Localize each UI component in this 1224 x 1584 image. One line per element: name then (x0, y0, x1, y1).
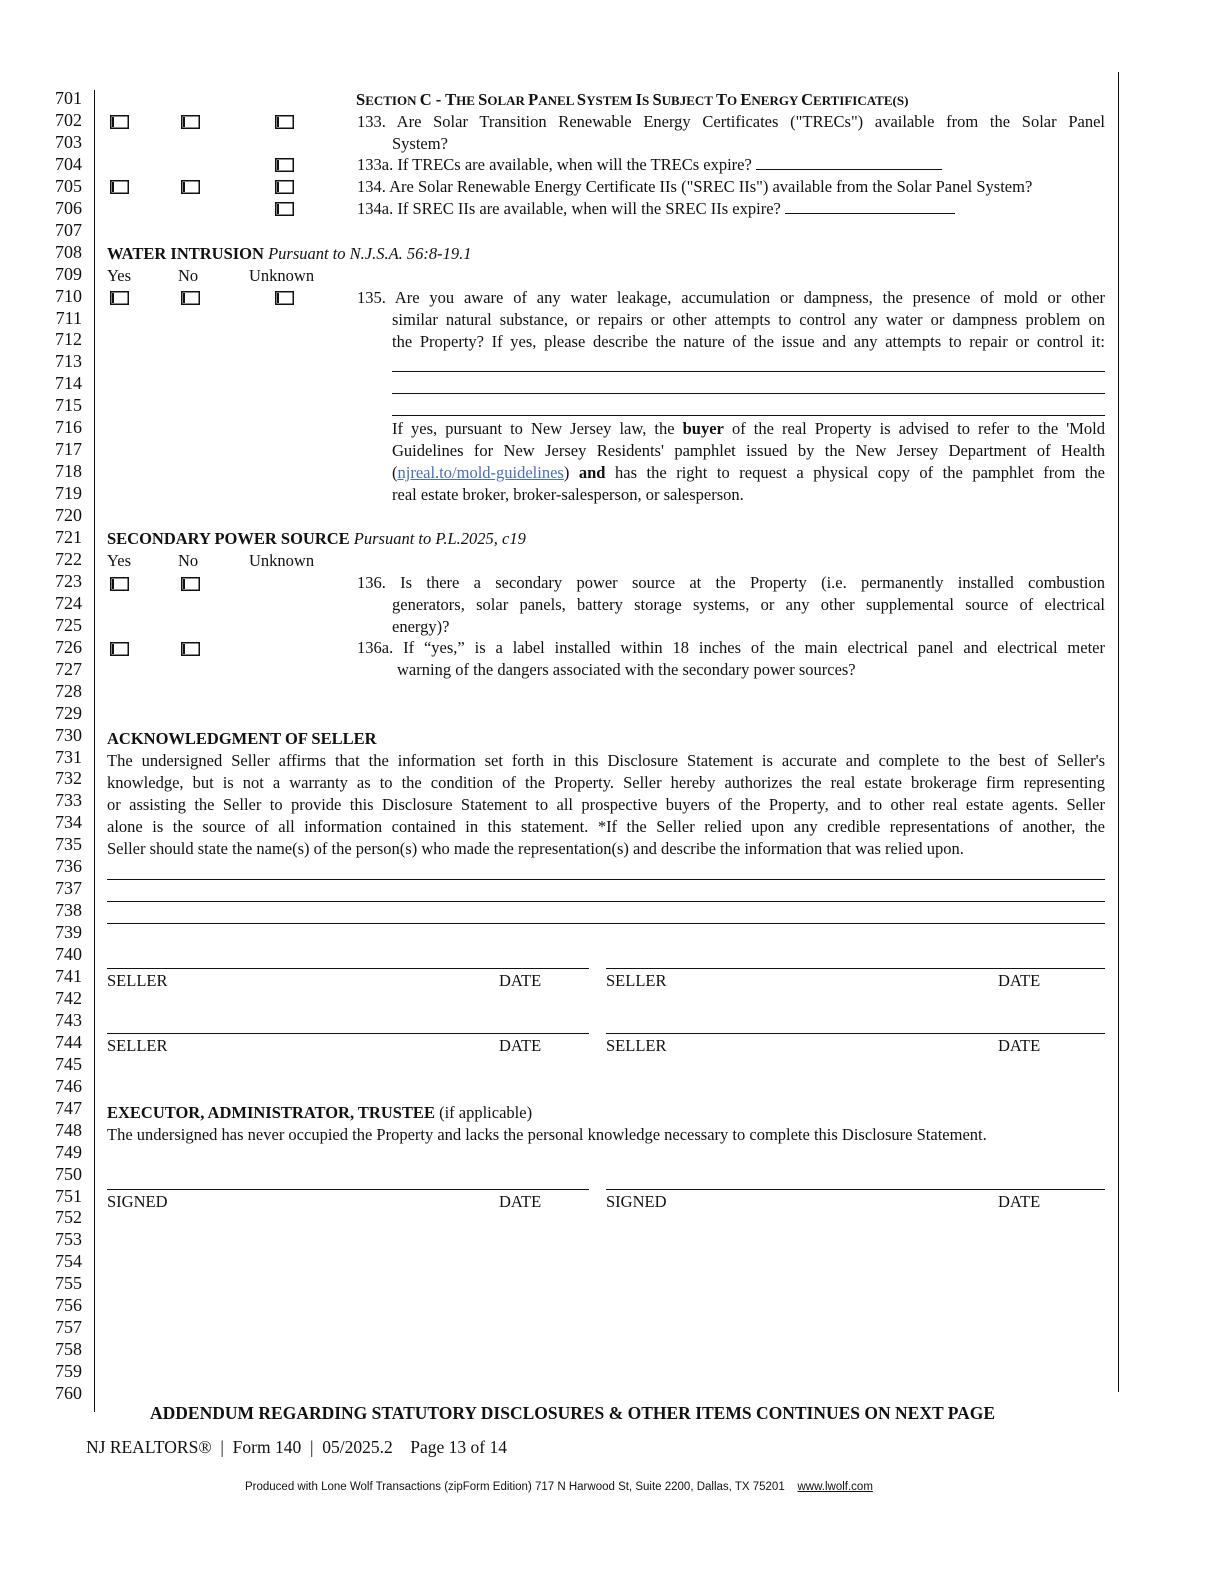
heading-part: C (801, 90, 814, 109)
produced-text: Produced with Lone Wolf Transactions (zipForm Edition) 717 N Harwood St, Suite 2200, Dallas, TX 75201 (245, 1481, 785, 1493)
seller-1-signature-line[interactable] (107, 968, 589, 969)
power-col-yes: Yes (107, 551, 132, 570)
q136a-yes-checkbox[interactable] (110, 642, 129, 656)
paren-close: ) (563, 463, 570, 482)
water-col-no: No (178, 266, 199, 285)
section-c-heading (356, 89, 908, 112)
heading-part: HE (456, 93, 479, 108)
q135-answer-line-2[interactable] (392, 393, 1105, 394)
q136-line2: generators, solar panels, battery storage systems, or any other supplemental source of electrical (392, 595, 1105, 614)
line-number: 706 (55, 197, 82, 218)
executor-title: EXECUTOR, ADMINISTRATOR, TRUSTEE (107, 1103, 435, 1122)
q133-line2: System? (392, 134, 448, 153)
line-number: 750 (55, 1163, 82, 1184)
line-number: 729 (55, 702, 82, 723)
heading-part: ERTIFICATE(S) (813, 93, 909, 108)
q135-line1: 135. Are you aware of any water leakage, accumulation or dampness, the presence of mold or other (357, 288, 1105, 307)
heading-part: UBJECT (661, 93, 716, 108)
water-col-unknown: Unknown (249, 266, 315, 285)
line-number: 735 (55, 834, 82, 855)
seller-3-date-label: DATE (499, 1036, 542, 1055)
form-footer (86, 1437, 507, 1458)
q136-no-checkbox[interactable] (181, 577, 200, 591)
footer-sep-2: | (309, 1437, 314, 1457)
q134a-question (357, 198, 955, 220)
seller-1-label: SELLER (107, 971, 168, 990)
line-number: 702 (55, 109, 82, 130)
q136-line1: 136. Is there a secondary power source at the Property (i.e. permanently installed combustion (357, 573, 1105, 592)
q133-yes-checkbox[interactable] (110, 115, 129, 129)
q135-no-checkbox[interactable] (181, 291, 200, 305)
q135-line3: the Property? If yes, please describe the nature of the issue and any attempts to repair or control it: (392, 332, 1105, 351)
executor-heading (107, 1102, 532, 1124)
line-number: 718 (55, 461, 82, 482)
heading-part: YSTEM (586, 93, 636, 108)
line-number: 747 (55, 1097, 82, 1118)
q136-yes-checkbox[interactable] (110, 577, 129, 591)
line-number: 723 (55, 570, 82, 591)
power-title: SECONDARY POWER SOURCE (107, 529, 350, 548)
line-number: 734 (55, 812, 82, 833)
signed-2-signature-line[interactable] (606, 1189, 1105, 1190)
line-number: 710 (55, 285, 82, 306)
line-number: 722 (55, 548, 82, 569)
q133a-question (357, 154, 942, 176)
produced-with-line (245, 1481, 873, 1493)
heading-part: OLAR (487, 93, 529, 108)
seller-2-signature-line[interactable] (606, 968, 1105, 969)
q135-line2: similar natural substance, or repairs or other attempts to control any water or dampness problem on (392, 310, 1105, 329)
representation-line-2[interactable] (107, 901, 1105, 902)
executor-note: (if applicable) (439, 1103, 533, 1122)
signed-1-label: SIGNED (107, 1192, 168, 1211)
right-margin-rule (1118, 72, 1119, 1392)
line-number: 753 (55, 1229, 82, 1250)
footer-form: Form 140 (232, 1437, 302, 1457)
heading-part: S (642, 93, 653, 108)
line-number: 711 (55, 307, 82, 328)
footer-org: NJ REALTORS® (86, 1437, 212, 1457)
line-number: 719 (55, 483, 82, 504)
heading-part: S (576, 90, 587, 109)
mold-note-line3 (392, 462, 1105, 484)
line-number: 748 (55, 1119, 82, 1140)
line-number: 759 (55, 1361, 82, 1382)
q134a-unknown-checkbox[interactable] (275, 202, 294, 216)
signed-2-date-label: DATE (998, 1192, 1041, 1211)
representation-line-3[interactable] (107, 923, 1105, 924)
mold-guidelines-link[interactable]: njreal.to/mold-guidelines (397, 463, 564, 482)
q135-answer-line-3[interactable] (392, 415, 1105, 416)
line-number: 742 (55, 987, 82, 1008)
q134-question: 134. Are Solar Renewable Energy Certificate IIs ("SREC IIs") available from the Solar Panel System? (357, 177, 1033, 196)
line-number: 712 (55, 329, 82, 350)
line-number: 709 (55, 263, 82, 284)
power-col-no: No (178, 551, 199, 570)
heading-part: O (727, 93, 741, 108)
signed-2-label: SIGNED (606, 1192, 667, 1211)
mold-note-line1 (392, 418, 1105, 440)
water-intrusion-heading (107, 243, 472, 265)
seller-2-date-label: DATE (998, 971, 1041, 990)
heading-part: E (740, 90, 752, 109)
line-number: 737 (55, 878, 82, 899)
line-number: 727 (55, 658, 82, 679)
line-number: 725 (55, 614, 82, 635)
signed-1-signature-line[interactable] (107, 1189, 589, 1190)
ack-heading: ACKNOWLEDGMENT OF SELLER (107, 729, 377, 748)
line-number: 707 (55, 219, 82, 240)
continues-notice: ADDENDUM REGARDING STATUTORY DISCLOSURES & OTHER ITEMS CONTINUES ON NEXT PAGE (150, 1403, 996, 1423)
footer-sep-1: | (220, 1437, 224, 1457)
line-number: 728 (55, 680, 82, 701)
heading-part: P (528, 90, 539, 109)
representation-line-1[interactable] (107, 879, 1105, 880)
seller-4-label: SELLER (606, 1036, 667, 1055)
heading-part: S (356, 90, 366, 109)
heading-part: S (478, 90, 488, 109)
power-statute: Pursuant to P.L.2025, c19 (353, 529, 526, 548)
water-col-yes: Yes (107, 266, 132, 285)
heading-part: T (715, 90, 727, 109)
power-heading (107, 528, 526, 550)
left-margin-rule (94, 90, 95, 1412)
mold-note-buyer: buyer (682, 419, 724, 438)
line-number: 743 (55, 1009, 82, 1030)
ack-line4: alone is the source of all information contained in this statement. *If the Seller relied upon any credible representations of another, the (107, 817, 1105, 836)
line-number: 716 (55, 417, 82, 438)
line-number: 754 (55, 1251, 82, 1272)
q133a-answer-field[interactable] (756, 155, 942, 170)
line-number: 744 (55, 1031, 82, 1052)
water-statute: Pursuant to N.J.S.A. 56:8-19.1 (268, 244, 472, 263)
ack-line3: or assisting the Seller to provide this Disclosure Statement to all prospective buyers of the Property, and to other real estate agents. Seller (107, 795, 1105, 814)
water-title: WATER INTRUSION (107, 244, 264, 263)
mold-note-rest: has the right to request a physical copy of the pamphlet from the (615, 463, 1106, 482)
footer-version: 05/2025.2 (322, 1437, 393, 1457)
line-number: 736 (55, 856, 82, 877)
heading-part: I (635, 90, 642, 109)
q135-answer-line-1[interactable] (392, 371, 1105, 372)
line-number: 746 (55, 1075, 82, 1096)
heading-part: ANEL (538, 93, 577, 108)
q134-yes-checkbox[interactable] (110, 180, 129, 194)
line-number: 717 (55, 439, 82, 460)
q133a-text: 133a. If TRECs are available, when will the TRECs expire? (357, 155, 752, 174)
lwolf-link[interactable]: www.lwolf.com (797, 1481, 873, 1493)
line-number: 732 (55, 768, 82, 789)
seller-1-date-label: DATE (499, 971, 542, 990)
q135-yes-checkbox[interactable] (110, 291, 129, 305)
line-number: 726 (55, 636, 82, 657)
mold-note-line4: real estate broker, broker-salesperson, or salesperson. (392, 485, 744, 504)
q134-unknown-checkbox[interactable] (275, 180, 294, 194)
line-number: 713 (55, 351, 82, 372)
line-number: 758 (55, 1339, 82, 1360)
power-col-unknown: Unknown (249, 551, 315, 570)
q133a-unknown-checkbox[interactable] (275, 158, 294, 172)
q133-no-checkbox[interactable] (181, 115, 200, 129)
line-number: 701 (55, 88, 82, 108)
seller-3-signature-line[interactable] (107, 1033, 589, 1034)
heading-part: S (652, 90, 662, 109)
line-number: 715 (55, 395, 82, 416)
executor-line1: The undersigned has never occupied the Property and lacks the personal knowledge necessary to complete this Disclosure Statement. (107, 1125, 987, 1144)
line-number: 756 (55, 1295, 82, 1316)
seller-2-label: SELLER (606, 971, 667, 990)
paren-open: ( (392, 463, 398, 482)
line-number: 733 (55, 790, 82, 811)
line-number: 714 (55, 373, 82, 394)
ack-line2: knowledge, but is not a warranty as to the condition of the Property. Seller hereby authorizes the real estate brokerage firm representing (107, 773, 1105, 792)
mold-note-and: and (578, 463, 606, 482)
footer-page: Page 13 of 14 (410, 1437, 507, 1457)
heading-part: NERGY (751, 93, 802, 108)
line-number: 730 (55, 724, 82, 745)
line-number: 724 (55, 592, 82, 613)
line-number: 738 (55, 900, 82, 921)
mold-note-text-c: of the real Property is advised to refer to the 'Mold (731, 419, 1106, 438)
line-number: 757 (55, 1317, 82, 1338)
line-number: 741 (55, 966, 82, 986)
q136-line3: energy)? (392, 617, 450, 636)
q133-unknown-checkbox[interactable] (275, 115, 294, 129)
ack-line5: Seller should state the name(s) of the person(s) who made the representation(s) and describe the information that was relied upon. (107, 839, 964, 858)
line-number: 739 (55, 922, 82, 943)
line-number: 703 (55, 131, 82, 152)
q133-line1: 133. Are Solar Transition Renewable Energy Certificates ("TRECs") available from the Solar Panel (357, 112, 1105, 131)
line-number: 751 (55, 1185, 82, 1206)
line-number: 740 (55, 944, 82, 965)
line-number: 704 (55, 153, 82, 174)
q136a-line2: warning of the dangers associated with the secondary power sources? (397, 660, 856, 679)
line-number: 720 (55, 505, 82, 526)
q134a-answer-field[interactable] (785, 199, 955, 214)
q136a-no-checkbox[interactable] (181, 642, 200, 656)
line-number: 760 (55, 1383, 82, 1404)
seller-4-signature-line[interactable] (606, 1033, 1105, 1034)
line-number: 708 (55, 241, 82, 262)
line-number: 752 (55, 1207, 82, 1228)
line-number: 721 (55, 527, 82, 547)
heading-part: ECTION (365, 93, 420, 108)
heading-part: C - T (419, 90, 457, 109)
mold-note-line2: Guidelines for New Jersey Residents' pamphlet issued by the New Jersey Department of Health (392, 441, 1105, 460)
q135-unknown-checkbox[interactable] (275, 291, 294, 305)
line-number: 745 (55, 1053, 82, 1074)
mold-note-text-a: If yes, pursuant to New Jersey law, the (392, 419, 675, 438)
line-number: 731 (55, 746, 82, 767)
line-number: 755 (55, 1273, 82, 1294)
q134-no-checkbox[interactable] (181, 180, 200, 194)
q134a-text: 134a. If SREC IIs are available, when will the SREC IIs expire? (357, 199, 781, 218)
line-number: 749 (55, 1141, 82, 1162)
seller-4-date-label: DATE (998, 1036, 1041, 1055)
line-number: 705 (55, 175, 82, 196)
signed-1-date-label: DATE (499, 1192, 542, 1211)
ack-line1: The undersigned Seller affirms that the information set forth in this Disclosure Statement is accurate and complete to the best of Seller's (107, 751, 1105, 770)
q136a-line1: 136a. If “yes,” is a label installed within 18 inches of the main electrical panel and electrical meter (357, 638, 1105, 657)
seller-3-label: SELLER (107, 1036, 168, 1055)
